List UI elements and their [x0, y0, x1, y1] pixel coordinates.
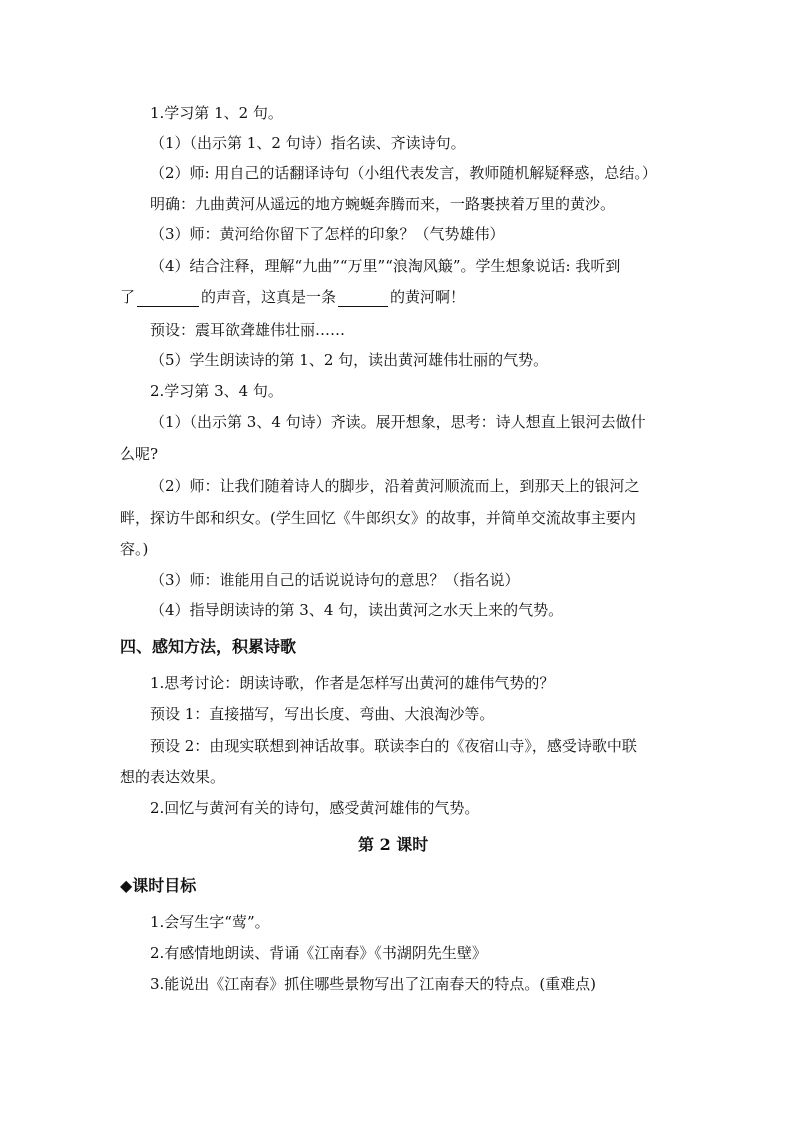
text-line: 3.能说出《江南春》抓住哪些景物写出了江南春天的特点。(重难点)	[150, 975, 597, 993]
text-line: 2.有感情地朗读、背诵《江南春》《书湖阴先生壁》	[150, 944, 487, 962]
text-line: （5）学生朗读诗的第 1、2 句，读出黄河雄伟壮丽的气势。	[150, 351, 549, 369]
text-line: 2.学习第 3、4 句。	[150, 382, 283, 400]
text-line: 想的表达效果。	[120, 768, 226, 786]
text-line: 1.思考讨论：朗读诗歌，作者是怎样写出黄河的雄伟气势的？	[150, 674, 555, 692]
text-line: 么呢?	[120, 445, 159, 463]
text-line: 1.学习第 1、2 句。	[150, 104, 283, 122]
text-line: （2）师: 用自己的话翻译诗句（小组代表发言，教师随机解疑释惑，总结。）	[150, 164, 657, 182]
text-line: （4）结合注释，理解“九曲”“万里”“浪淘风簸”。学生想象说话: 我听到	[150, 257, 621, 275]
text-line: 预设 1：直接描写，写出长度、弯曲、大浪淘沙等。	[150, 705, 495, 723]
text-line: 预设 2：由现实联想到神话故事。联读李白的《夜宿山寺》，感受诗歌中联	[150, 737, 637, 755]
fill-blank	[137, 290, 199, 307]
text-line: 1.会写生字“莺”。	[150, 913, 270, 931]
text-segment: 的黄河啊！	[390, 288, 466, 306]
text-line: 容。)	[120, 540, 149, 558]
text-line: （1）（出示第 3、4 句诗）齐读。展开想象，思考：诗人想直上银河去做什	[150, 413, 646, 431]
text-line: 预设：震耳欲聋雄伟壮丽……	[150, 321, 346, 339]
text-line-with-blanks	[120, 287, 465, 307]
fill-blank	[338, 290, 388, 307]
text-line: （1）（出示第 1、2 句诗）指名读、齐读诗句。	[150, 134, 466, 152]
text-line: （3）师：黄河给你留下了怎样的印象？（气势雄伟）	[150, 225, 505, 243]
text-line: 畔，探访牛郎和织女。(学生回忆《牛郎织女》的故事，并简单交流故事主要内	[120, 509, 636, 527]
text-segment: 的声音，这真是一条	[201, 288, 337, 306]
text-line: 2.回忆与黄河有关的诗句，感受黄河雄伟的气势。	[150, 799, 480, 817]
text-line: 明确：九曲黄河从遥远的地方蜿蜒奔腾而来，一路裹挟着万里的黄沙。	[150, 195, 616, 213]
lesson-title: 第 2 课时	[358, 835, 429, 854]
text-line: （3）师：谁能用自己的话说说诗句的意思？（指名说）	[150, 571, 520, 589]
text-line: （2）师：让我们随着诗人的脚步，沿着黄河顺流而上，到那天上的银河之	[150, 477, 640, 495]
text-segment: 了	[120, 288, 136, 306]
section-heading: 四、感知方法，积累诗歌	[120, 637, 297, 656]
section-heading: ◆课时目标	[120, 876, 197, 895]
text-line: （4）指导朗读诗的第 3、4 句，读出黄河之水天上来的气势。	[150, 601, 564, 619]
